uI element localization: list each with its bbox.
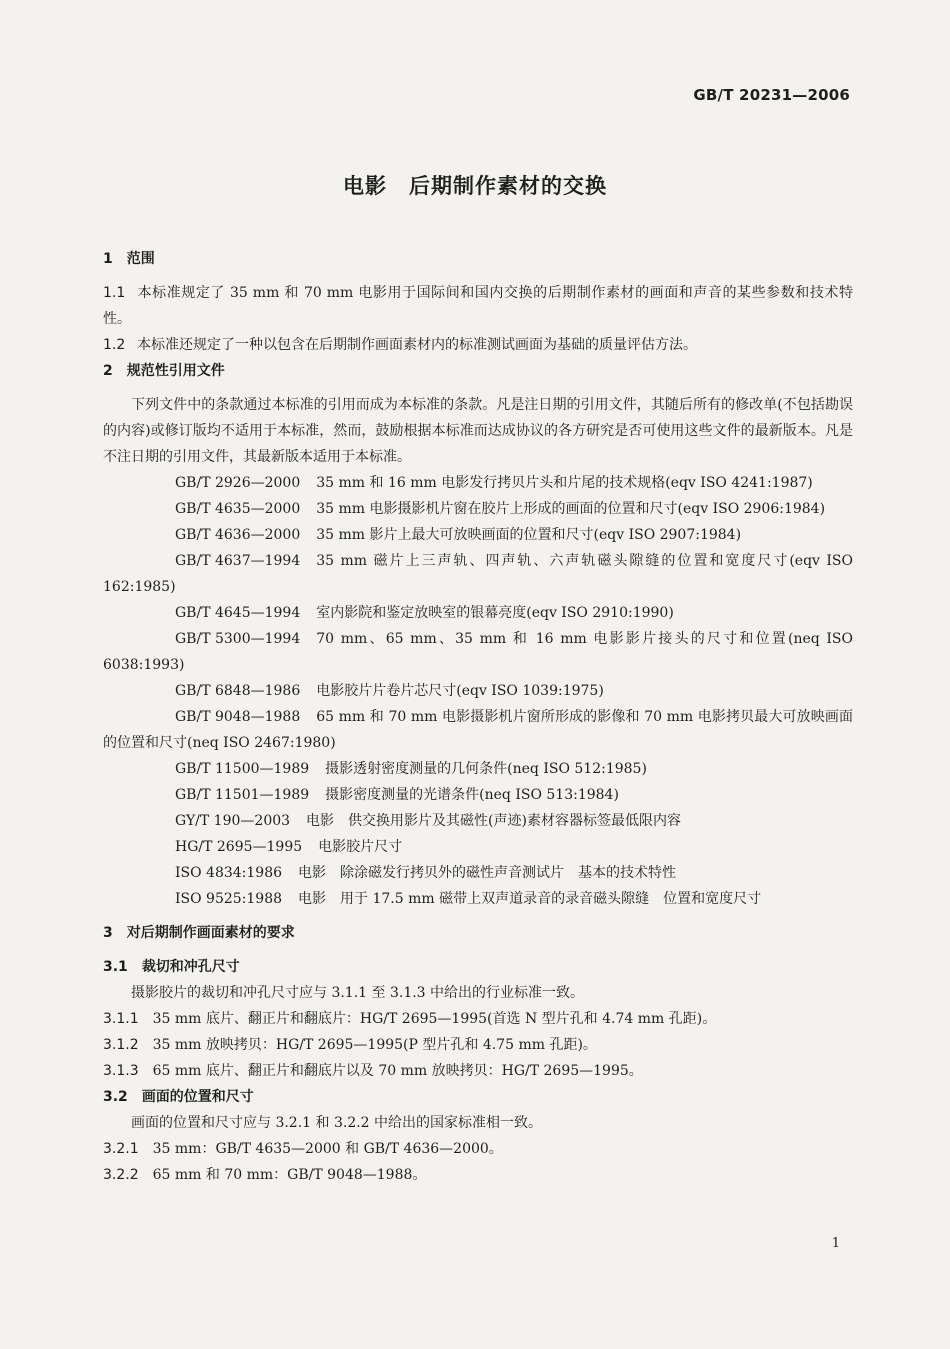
page-number: 1 <box>831 1236 840 1251</box>
reference-code: GB/T 11501—1989 <box>175 787 310 803</box>
reference-item <box>103 496 853 522</box>
clause-number: 3.2.2 <box>103 1167 139 1183</box>
clause-text: 65 mm 和 70 mm：GB/T 9048—1988。 <box>152 1167 427 1183</box>
reference-title: 70 mm、65 mm、35 mm 和 16 mm 电影影片接头的尺寸和位置(neq ISO 6038:1993) <box>103 631 853 673</box>
reference-item <box>103 782 853 808</box>
reference-title: 摄影透射密度测量的几何条件(neq ISO 512:1985) <box>325 761 647 777</box>
clause-heading-text: 裁切和冲孔尺寸 <box>141 959 240 975</box>
clause-1-1 <box>103 280 853 332</box>
reference-title: 65 mm 和 70 mm 电影摄影机片窗所形成的影像和 70 mm 电影拷贝最大可放映画面的位置和尺寸(neq ISO 2467:1980) <box>103 709 853 751</box>
clause-number: 1.1 <box>103 285 126 301</box>
reference-title: 35 mm 影片上最大可放映画面的位置和尺寸(eqv ISO 2907:1984) <box>316 527 742 543</box>
reference-item <box>103 704 853 756</box>
clause-number: 3.2 <box>103 1089 128 1105</box>
reference-title: 电影胶片尺寸 <box>318 839 403 855</box>
clause-3-2-2 <box>103 1162 853 1188</box>
reference-title: 35 mm 和 16 mm 电影发行拷贝片头和片尾的技术规格(eqv ISO 4241:1987) <box>316 475 813 491</box>
reference-code: ISO 9525:1988 <box>175 891 283 907</box>
reference-code: GB/T 4636—2000 <box>175 527 301 543</box>
clause-number: 1.2 <box>103 337 126 353</box>
reference-code: ISO 4834:1986 <box>175 865 283 881</box>
clause-text: 本标准还规定了一种以包含在后期制作画面素材内的标准测试画面为基础的质量评估方法。 <box>137 337 697 353</box>
section-3-heading: 3 对后期制作画面素材的要求 <box>103 925 295 941</box>
reference-code: GY/T 190—2003 <box>175 813 291 829</box>
reference-item <box>103 886 853 912</box>
reference-title: 电影胶片片卷片芯尺寸(eqv ISO 1039:1975) <box>316 683 604 699</box>
reference-item <box>103 756 853 782</box>
reference-item <box>103 548 853 600</box>
reference-code: GB/T 9048—1988 <box>175 709 301 725</box>
reference-item <box>103 678 853 704</box>
document-body <box>103 246 853 1188</box>
reference-item <box>103 600 853 626</box>
clause-3-1-heading <box>103 954 853 980</box>
reference-code: HG/T 2695—1995 <box>175 839 303 855</box>
clause-number: 3.1.3 <box>103 1063 139 1079</box>
clause-number: 3.1.1 <box>103 1011 139 1027</box>
clause-3-2-intro: 画面的位置和尺寸应与 3.2.1 和 3.2.2 中给出的国家标准相一致。 <box>131 1115 543 1131</box>
reference-item <box>103 808 853 834</box>
reference-title: 电影 供交换用影片及其磁性(声迹)素材容器标签最低限内容 <box>306 813 681 829</box>
reference-code: GB/T 2926—2000 <box>175 475 301 491</box>
clause-3-2-1 <box>103 1136 853 1162</box>
reference-code: GB/T 4635—2000 <box>175 501 301 517</box>
reference-title: 摄影密度测量的光谱条件(neq ISO 513:1984) <box>325 787 619 803</box>
clause-text: 35 mm：GB/T 4635—2000 和 GB/T 4636—2000。 <box>152 1141 503 1157</box>
clause-text: 65 mm 底片、翻正片和翻底片以及 70 mm 放映拷贝：HG/T 2695—1995。 <box>152 1063 643 1079</box>
clause-heading-text: 画面的位置和尺寸 <box>141 1089 254 1105</box>
reference-title: 电影 用于 17.5 mm 磁带上双声道录音的录音磁头隙缝 位置和宽度尺寸 <box>298 891 762 907</box>
reference-code: GB/T 4637—1994 <box>175 553 301 569</box>
clause-number: 3.1 <box>103 959 128 975</box>
reference-code: GB/T 6848—1986 <box>175 683 301 699</box>
clause-3-1-2 <box>103 1032 853 1058</box>
reference-item <box>103 470 853 496</box>
reference-code: GB/T 11500—1989 <box>175 761 310 777</box>
reference-item <box>103 626 853 678</box>
clause-3-1-1 <box>103 1006 853 1032</box>
reference-title: 电影 除涂磁发行拷贝外的磁性声音测试片 基本的技术特性 <box>298 865 677 881</box>
clause-3-1-3 <box>103 1058 853 1084</box>
clause-number: 3.2.1 <box>103 1141 139 1157</box>
reference-list <box>103 470 853 912</box>
clause-number: 3.1.2 <box>103 1037 139 1053</box>
reference-item <box>103 522 853 548</box>
reference-code: GB/T 5300—1994 <box>175 631 301 647</box>
reference-title: 35 mm 电影摄影机片窗在胶片上形成的画面的位置和尺寸(eqv ISO 2906:1984) <box>316 501 826 517</box>
clause-3-2-heading <box>103 1084 853 1110</box>
clause-text: 35 mm 放映拷贝：HG/T 2695—1995(P 型片孔和 4.75 mm 孔距)。 <box>152 1037 597 1053</box>
section-2-intro: 下列文件中的条款通过本标准的引用而成为本标准的条款。凡是注日期的引用文件，其随后所有的修改单(不包括勘误的内容)或修订版均不适用于本标准，然而，鼓励根据本标准而达成协议的各方研究是否可使用这些文件的最新版本。凡是不注日期的引用文件，其最新版本适用于本标准。 <box>103 397 853 465</box>
section-1-heading: 1 范围 <box>103 251 155 267</box>
document-title: 电影 后期制作素材的交换 <box>343 174 607 198</box>
clause-1-2 <box>103 332 853 358</box>
reference-item <box>103 860 853 886</box>
clause-text: 35 mm 底片、翻正片和翻底片：HG/T 2695—1995(首选 N 型片孔和 4.74 mm 孔距)。 <box>152 1011 717 1027</box>
reference-code: GB/T 4645—1994 <box>175 605 301 621</box>
clause-text: 本标准规定了 35 mm 和 70 mm 电影用于国际间和国内交换的后期制作素材的画面和声音的某些参数和技术特性。 <box>103 285 853 327</box>
reference-item <box>103 834 853 860</box>
clause-3-1-intro: 摄影胶片的裁切和冲孔尺寸应与 3.1.1 至 3.1.3 中给出的行业标准一致。 <box>131 985 585 1001</box>
standard-code: GB/T 20231—2006 <box>693 86 850 104</box>
reference-title: 室内影院和鉴定放映室的银幕亮度(eqv ISO 2910:1990) <box>316 605 674 621</box>
section-2-heading: 2 规范性引用文件 <box>103 363 225 379</box>
reference-title: 35 mm 磁片上三声轨、四声轨、六声轨磁头隙缝的位置和宽度尺寸(eqv ISO 162:1985) <box>103 553 853 595</box>
